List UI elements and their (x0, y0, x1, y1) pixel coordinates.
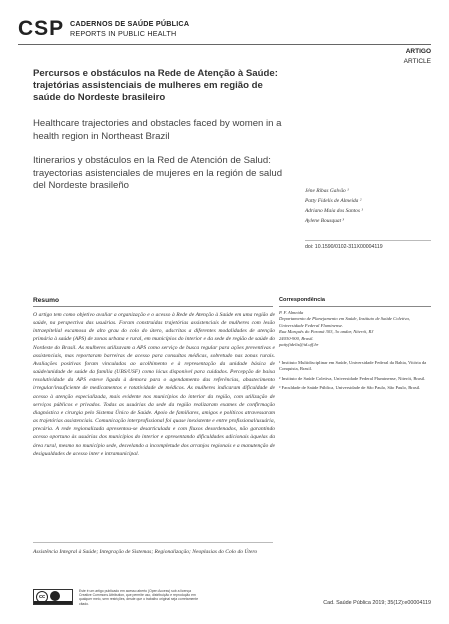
cc-by-license-badge[interactable] (33, 589, 73, 605)
abstract-text: O artigo tem como objetivo avaliar a organização e o acesso à Rede de Atenção à Saúde em uma região de saúde, na perspectiva das usuárias. Foram construídas trajetórias assistenciais de mulheres com lesão intraepitelial escamosa de alto grau do colo do útero, adscritas a diferentes modalidades de atenção primária à saúde (APS) de zonas urbana e rural, em municípios do interior e da sede de região de saúde do Nordeste do Brasil. As mulheres utilizavam a APS como serviço de busca regular para ações preventivas e assistenciais, mas reportaram barreiras de acesso para consultas médicas, sobretudo nas zonas rurais. Avaliações positivas foram vinculadas ao acolhimento e à representação da unidade básica de saúde/unidade de saúde da família (UBS/USF) como lócus disponível para cuidados. Percepção de baixa resolutividade da APS esteve ligada à demora para o agendamento das referências, abastecimento irregular/insuficiente de medicamentos e rotatividade de médicos. As mulheres indicaram dificuldade de acesso à atenção especializada, mais evidente nos municípios do interior da região, com utilização de serviços públicos e privados. Todas as usuárias da sede da região realizaram exames de confirmação diagnóstica e cirurgia pelo Sistema Único de Saúde. Apoio de familiares, amigos e políticos atravessaram as trajetórias assistenciais. Comunicação interprofissional foi quase inexistente e entre profissional/usuária, precária. A rede regionalizada apresentou-se desarticulada e com fluxos desordenados, não garantindo acesso oportuno às usuárias dos municípios do interior e apresentando dificuldades adicionais àquelas da área rural, mesmo no município sede, desvelando a incompletude dos arranjos regionais e a manutenção de desigualdades de acesso inter e intramunicipal. (33, 312, 275, 457)
correspondence-heading: Correspondência (279, 297, 326, 303)
affiliation: ² Instituto de Saúde Coletiva, Universidade Federal Fluminense, Niterói, Brasil. (279, 375, 426, 381)
correspondence-divider (279, 306, 431, 307)
correspondence-line: Rua Marquês do Paraná 303, 3o andar, Niterói, RJ (279, 329, 374, 335)
keywords-divider (33, 542, 273, 543)
abstract-divider (33, 306, 273, 307)
correspondence-line: Departamento de Planejamento em Saúde, Instituto de Saúde Coletiva, Universidade Federal Fluminense. (279, 316, 410, 328)
title-portuguese: Percursos e obstáculos na Rede de Atenção à Saúde: trajetórias assistenciais de mulheres em região de saúde do Nordeste brasileiro (33, 68, 278, 103)
abstract-heading: Resumo (33, 297, 60, 304)
attribution-icon (50, 591, 60, 601)
affiliation: ¹ Instituto Multidisciplinar em Saúde, Universidade Federal da Bahia, Vitória da Conquista, Brasil. (279, 360, 427, 372)
creative-commons-icon: cc (36, 591, 48, 603)
author-name: Aylene Bousquat ³ (305, 218, 345, 224)
affiliation: ³ Faculdade de Saúde Pública, Universidade de São Paulo, São Paulo, Brasil. (279, 385, 421, 391)
title-english: Healthcare trajectories and obstacles faced by women in a health region in Northeast Brazil (33, 118, 282, 142)
author-name: Jéne Ribas Galvão ¹ (305, 188, 349, 194)
correspondence-line: P. F. Almeida (279, 310, 304, 315)
correspondence-email[interactable]: pattyfidelis@id.uff.br (279, 342, 319, 348)
citation: Cad. Saúde Pública 2019; 35(12):e00004119 (323, 600, 431, 606)
doi-divider (305, 240, 431, 241)
section-label (404, 47, 431, 67)
journal-logo: CSP (18, 17, 65, 40)
journal-header (18, 14, 431, 44)
correspondence-line: 24030-900, Brasil. (279, 335, 314, 341)
section-label-pt: ARTIGO (405, 48, 431, 55)
journal-name-en: REPORTS IN PUBLIC HEALTH (70, 29, 177, 38)
page-footer (33, 589, 431, 609)
section-label-en: ARTICLE (403, 58, 431, 65)
author-list (305, 186, 363, 226)
title-spanish: Itinerarios y obstáculos en la Red de Atención de Salud: trayectorias asistenciales de mujeres en la región de salud del Nordeste brasileño (33, 155, 283, 191)
header-divider (18, 44, 431, 45)
doi-link[interactable]: doi: 10.1590/0102-311X00004119 (305, 244, 383, 250)
author-name: Adriano Maia dos Santos ¹ (305, 208, 363, 214)
author-name: Patty Fidelis de Almeida ² (305, 198, 362, 204)
badge-bar (34, 601, 72, 604)
correspondence-address (279, 310, 429, 348)
affiliations (279, 360, 429, 395)
keywords: Assistência Integral à Saúde; Integração de Sistemas; Regionalização; Neoplasias do Colo do Útero (33, 549, 258, 555)
journal-name-pt: CADERNOS DE SAÚDE PÚBLICA (70, 19, 190, 28)
license-text: Este é um artigo publicado em acesso aberto (Open Access) sob a licença Creative Commons Attribution, que permite uso, distribuição e reprodução em qualquer meio, sem restrições, desde que o trabalho original seja corretamente citado. (79, 589, 199, 606)
